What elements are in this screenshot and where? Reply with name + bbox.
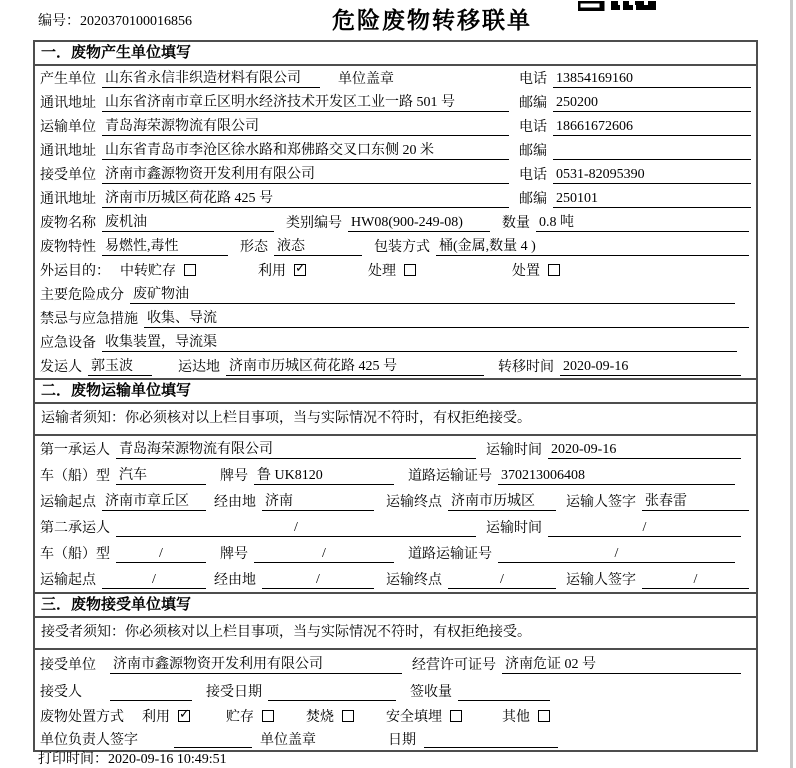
producer-zip-label: 邮编 [519, 96, 547, 111]
waste-traits-value: 易燃性,毒性 [102, 237, 228, 256]
waste-pack-value: 桶(金属,数量 4 ) [436, 237, 749, 256]
purpose-option-treat: 处理 [368, 260, 416, 280]
waste-traits-label: 废物特性 [40, 240, 96, 255]
signed-qty-label: 签收量 [410, 685, 452, 700]
row-producer-unit [35, 66, 756, 90]
row-disposal-method [35, 704, 756, 727]
receive-unit-label: 接受单位 [40, 168, 96, 183]
business-permit-value: 济南危证 02 号 [502, 655, 741, 674]
sign-date-value [424, 729, 558, 748]
doc-number-value: 2020370100016856 [80, 14, 192, 29]
route2-end-label: 运输终点 [386, 573, 442, 588]
acceptor-label: 接受人 [40, 685, 82, 700]
transport-unit-value: 青岛海荣源物流有限公司 [102, 117, 509, 136]
disposal-option-storage: 贮存 [226, 706, 274, 726]
row-accept-unit [35, 650, 756, 678]
transport-zip-label: 邮编 [519, 144, 547, 159]
producer-address-label: 通讯地址 [40, 96, 96, 111]
section2-heading: 二．废物运输单位填写 [35, 378, 756, 404]
section2-notice: 运输者须知：你必须核对以上栏目事项，当与实际情况不符时，有权拒绝接受。 [35, 404, 756, 436]
receive-zip-value: 250101 [553, 189, 751, 208]
row-dispatch [35, 354, 756, 378]
vehicle2-plate-label: 牌号 [220, 547, 248, 562]
accept-date-label: 接受日期 [206, 685, 262, 700]
checkbox-dispose [548, 264, 560, 276]
receive-unit-value: 济南市鑫源物资开发利用有限公司 [102, 165, 509, 184]
checkbox-disposal-utilize [178, 710, 190, 722]
waste-form-label: 形态 [240, 240, 268, 255]
producer-unit-label: 产生单位 [40, 72, 96, 87]
producer-address-value: 山东省济南市章丘区明水经济技术开发区工业一路 501 号 [102, 93, 509, 112]
unit-seal-label: 单位盖章 [338, 72, 394, 87]
transfer-purpose-label: 外运目的： [40, 264, 110, 279]
signed-qty-value [458, 682, 550, 701]
row-vehicle2 [35, 540, 756, 566]
carrier1-label: 第一承运人 [40, 443, 110, 458]
responsible-sign-label: 单位负责人签字 [40, 732, 138, 748]
row-route2 [35, 566, 756, 592]
receive-phone-value: 0531-82095390 [553, 165, 751, 184]
dispatcher-label: 发运人 [40, 360, 82, 375]
waste-qty-label: 数量 [502, 216, 530, 231]
disposal-option-landfill: 安全填埋 [386, 706, 462, 726]
vehicle2-type-label: 车（船）型 [40, 547, 110, 562]
disposal-method-label: 废物处置方式 [40, 709, 124, 725]
route1-start-value: 济南市章丘区 [102, 492, 206, 511]
route2-sign-label: 运输人签字 [566, 573, 636, 588]
responsible-sign-value [174, 729, 252, 748]
waste-pack-label: 包装方式 [374, 240, 430, 255]
waste-form-value: 液态 [274, 237, 362, 256]
waste-name-label: 废物名称 [40, 216, 96, 231]
route1-end-value: 济南市历城区 [448, 492, 556, 511]
carrier2-value: / [116, 518, 476, 537]
transport-phone-label: 电话 [519, 120, 547, 135]
producer-phone-label: 电话 [519, 72, 547, 87]
vehicle2-permit-label: 道路运输证号 [408, 547, 492, 562]
business-permit-label: 经营许可证号 [412, 658, 496, 673]
row-waste-traits [35, 234, 756, 258]
section3-notice: 接受者须知：你必须核对以上栏目事项，当与实际情况不符时，有权拒绝接受。 [35, 618, 756, 650]
producer-zip-value: 250200 [553, 93, 751, 112]
receive-address-value: 济南市历城区荷花路 425 号 [102, 189, 509, 208]
route2-sign-value: / [642, 570, 749, 589]
disposal-option-incinerate: 焚烧 [306, 706, 354, 726]
carrier2-time-label: 运输时间 [486, 521, 542, 536]
row-carrier1 [35, 436, 756, 462]
disposal-option-other: 其他 [502, 706, 550, 726]
sign-date-label: 日期 [388, 732, 416, 748]
page-edge [790, 0, 793, 768]
route2-end-value: / [448, 570, 556, 589]
row-transport-address [35, 138, 756, 162]
manifest-form [33, 40, 758, 752]
vehicle1-permit-label: 道路运输证号 [408, 469, 492, 484]
receive-phone-label: 电话 [519, 168, 547, 183]
row-receive-unit [35, 162, 756, 186]
row-waste-name [35, 210, 756, 234]
checkbox-utilize [294, 264, 306, 276]
route1-sign-label: 运输人签字 [566, 495, 636, 510]
vehicle1-plate-label: 牌号 [220, 469, 248, 484]
purpose-option-transfer-storage: 中转贮存 [120, 260, 196, 280]
transport-zip-value [553, 141, 751, 160]
transfer-time-label: 转移时间 [498, 360, 554, 375]
section1-heading: 一．废物产生单位填写 [35, 42, 756, 66]
checkbox-disposal-other [538, 710, 550, 722]
transport-unit-label: 运输单位 [40, 120, 96, 135]
row-emergency-measures [35, 306, 756, 330]
vehicle1-plate-value: 鲁 UK8120 [254, 466, 394, 485]
producer-phone-value: 13854169160 [553, 69, 751, 88]
doc-title: 危险废物转移联单 [332, 8, 532, 33]
row-emergency-equipment [35, 330, 756, 354]
disposal-option-utilize: 利用 ✓ [142, 706, 190, 726]
emergency-equipment-value: 收集装置，导流渠 [102, 333, 737, 352]
row-carrier2 [35, 514, 756, 540]
transport-address-label: 通讯地址 [40, 144, 96, 159]
route2-start-label: 运输起点 [40, 573, 96, 588]
accept-date-value [268, 682, 396, 701]
row-receive-address [35, 186, 756, 210]
vehicle2-plate-value: / [254, 544, 394, 563]
carrier1-time-label: 运输时间 [486, 443, 542, 458]
carrier2-time-value: / [548, 518, 741, 537]
checkbox-transfer-storage [184, 264, 196, 276]
row-hazard-component [35, 282, 756, 306]
checkbox-treat [404, 264, 416, 276]
purpose-option-dispose: 处置 [512, 260, 560, 280]
accept-unit-label: 接受单位 [40, 658, 96, 673]
accept-unit-value: 济南市鑫源物资开发利用有限公司 [110, 655, 402, 674]
hazard-component-label: 主要危险成分 [40, 288, 124, 303]
transport-phone-value: 18661672606 [553, 117, 751, 136]
carrier1-time-value: 2020-09-16 [548, 440, 741, 459]
vehicle1-type-value: 汽车 [116, 466, 206, 485]
route1-via-label: 经由地 [214, 495, 256, 510]
row-responsible-sign [35, 727, 756, 750]
row-producer-address [35, 90, 756, 114]
route1-via-value: 济南 [262, 492, 374, 511]
doc-number [38, 10, 192, 30]
waste-code-label: 类别编号 [286, 216, 342, 231]
section3-heading: 三．废物接受单位填写 [35, 592, 756, 618]
route2-start-value: / [102, 570, 206, 589]
qr-code-partial-icon [578, 0, 656, 16]
vehicle1-permit-value: 370213006408 [498, 466, 735, 485]
carrier1-value: 青岛海荣源物流有限公司 [116, 440, 476, 459]
row-transfer-purpose [35, 258, 756, 282]
checkbox-disposal-landfill [450, 710, 462, 722]
emergency-equipment-label: 应急设备 [40, 336, 96, 351]
print-time-label: 打印时间： [38, 752, 108, 767]
waste-qty-value: 0.8 吨 [536, 213, 749, 232]
doc-number-label: 编号： [38, 14, 80, 29]
route2-via-label: 经由地 [214, 573, 256, 588]
route1-end-label: 运输终点 [386, 495, 442, 510]
row-transport-unit [35, 114, 756, 138]
waste-code-value: HW08(900-249-08) [348, 213, 490, 232]
destination-label: 运达地 [178, 360, 220, 375]
transport-address-value: 山东省青岛市李沧区徐水路和郑佛路交叉口东侧 20 米 [102, 141, 509, 160]
carrier2-label: 第二承运人 [40, 521, 110, 536]
acceptor-value [110, 682, 192, 701]
print-time [38, 748, 227, 768]
producer-unit-value: 山东省永信非织造材料有限公司 [102, 69, 320, 88]
print-time-value: 2020-09-16 10:49:51 [108, 752, 227, 767]
dispatcher-value: 郭玉波 [88, 357, 152, 376]
unit-seal2-label: 单位盖章 [260, 732, 316, 748]
vehicle1-type-label: 车（船）型 [40, 469, 110, 484]
route1-sign-value: 张春雷 [642, 492, 749, 511]
transfer-time-value: 2020-09-16 [560, 357, 741, 376]
checkbox-disposal-storage [262, 710, 274, 722]
emergency-measures-label: 禁忌与应急措施 [40, 312, 138, 327]
waste-name-value: 废机油 [102, 213, 274, 232]
route1-start-label: 运输起点 [40, 495, 96, 510]
row-vehicle1 [35, 462, 756, 488]
vehicle2-type-value: / [116, 544, 206, 563]
row-route1 [35, 488, 756, 514]
destination-value: 济南市历城区荷花路 425 号 [226, 357, 484, 376]
route2-via-value: / [262, 570, 374, 589]
hazard-component-value: 废矿物油 [130, 285, 735, 304]
checkbox-disposal-incinerate [342, 710, 354, 722]
row-acceptor [35, 678, 756, 704]
emergency-measures-value: 收集、导流 [144, 309, 749, 328]
purpose-option-utilize: 利用 ✓ [258, 260, 306, 280]
vehicle2-permit-value: / [498, 544, 735, 563]
receive-address-label: 通讯地址 [40, 192, 96, 207]
receive-zip-label: 邮编 [519, 192, 547, 207]
